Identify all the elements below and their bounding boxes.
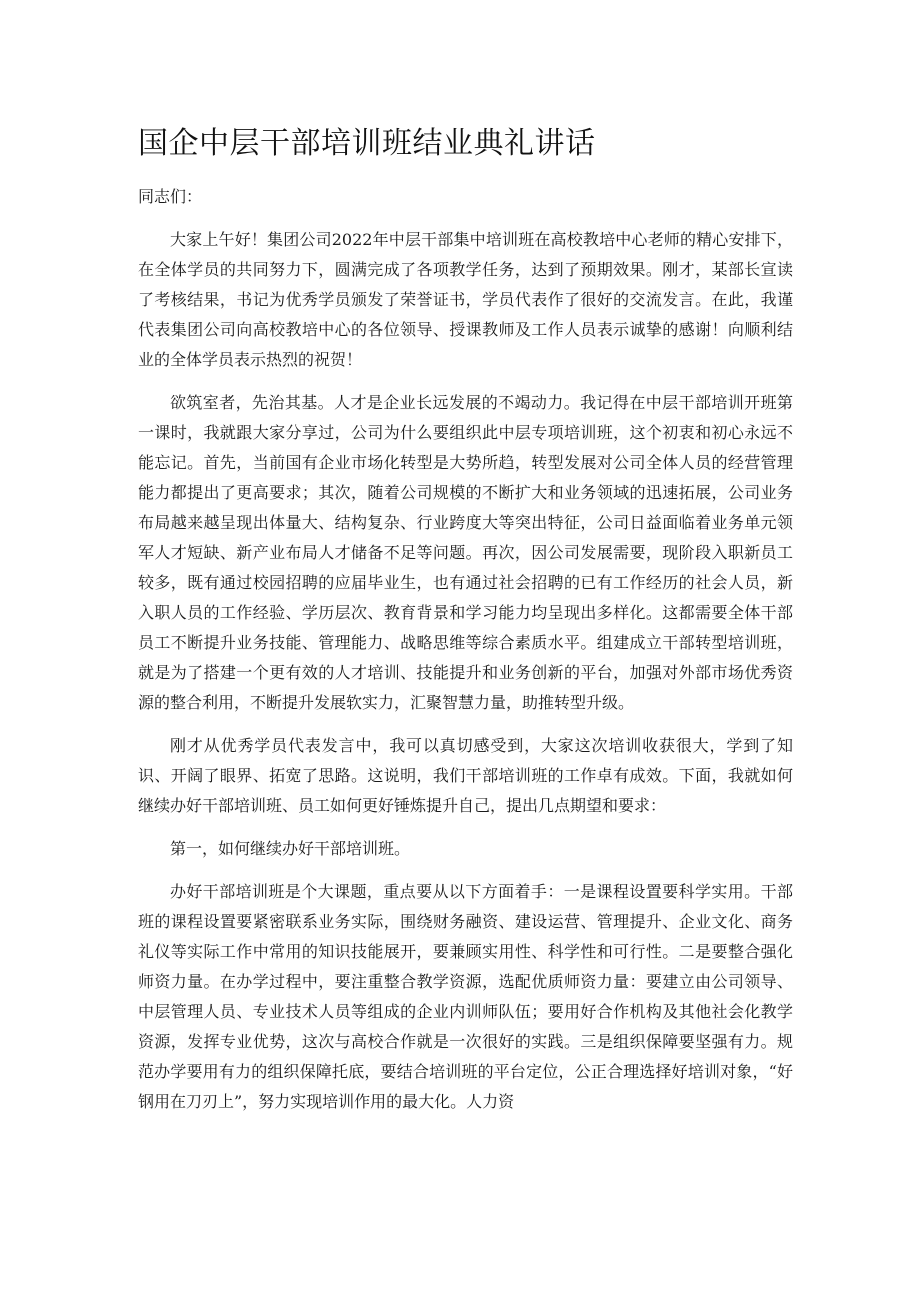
document-title: 国企中层干部培训班结业典礼讲话 xyxy=(138,126,596,161)
document-body xyxy=(138,225,793,1130)
paragraph-point-one-heading: 第一，如何继续办好干部培训班。 xyxy=(170,839,411,858)
salutation: 同志们： xyxy=(138,187,203,206)
paragraph-opening: 大家上午好！集团公司2022年中层干部集中培训班在高校教培中心老师的精心安排下，在全体学员的共同努力下，圆满完成了各项教学任务，达到了预期效果。刚才，某部长宣读了考核结果，书记为优秀学员颁发了荣誉证书，学员代表作了很好的交流发言。在此，我谨代表集团公司向高校教培中心的各位领导、授课教师及工作人员表示诚挚的感谢！向顺利结业的全体学员表示热烈的祝贺！ xyxy=(138,230,793,369)
paragraph-training-results: 刚才从优秀学员代表发言中，我可以真切感受到，大家这次培训收获很大，学到了知识、开阔了眼界、拓宽了思路。这说明，我们干部培训班的工作卓有成效。下面，我就如何继续办好干部培训班、员工如何更好锤炼提升自己，提出几点期望和要求： xyxy=(138,736,793,815)
paragraph-talent-development: 欲筑室者，先治其基。人才是企业长远发展的不竭动力。我记得在中层干部培训开班第一课时，我就跟大家分享过，公司为什么要组织此中层专项培训班，这个初衷和初心永远不能忘记。首先，当前国有企业市场化转型是大势所趋，转型发展对公司全体人员的经营管理能力都提出了更高要求；其次，随着公司规模的不断扩大和业务领域的迅速拓展，公司业务布局越来越呈现出体量大、结构复杂、行业跨度大等突出特征，公司日益面临着业务单元领军人才短缺、新产业布局人才储备不足等问题。再次，因公司发展需要，现阶段入职新员工较多，既有通过校园招聘的应届毕业生，也有通过社会招聘的已有工作经历的社会人员，新入职人员的工作经验、学历层次、教育背景和学习能力均呈现出多样化。这都需要全体干部员工不断提升业务技能、管理能力、战略思维等综合素质水平。组建成立干部转型培训班，就是为了搭建一个更有效的人才培训、技能提升和业务创新的平台，加强对外部市场优秀资源的整合利用，不断提升发展软实力，汇聚智慧力量，助推转型升级。 xyxy=(138,393,793,712)
paragraph-point-one-detail: 办好干部培训班是个大课题，重点要从以下方面着手：一是课程设置要科学实用。干部班的课程设置要紧密联系业务实际，围绕财务融资、建设运营、管理提升、企业文化、商务礼仪等实际工作中常用的知识技能展开，要兼顾实用性、科学性和可行性。二是要整合强化师资力量。在办学过程中，要注重整合教学资源，选配优质师资力量：要建立由公司领导、中层管理人员、专业技术人员等组成的企业内训师队伍；要用好合作机构及其他社会化教学资源，发挥专业优势，这次与高校合作就是一次很好的实践。三是组织保障要坚强有力。规范办学要用有力的组织保障托底，要结合培训班的平台定位，公正合理选择好培训对象，“好钢用在刀刃上”，努力实现培训作用的最大化。人力资 xyxy=(138,882,793,1111)
